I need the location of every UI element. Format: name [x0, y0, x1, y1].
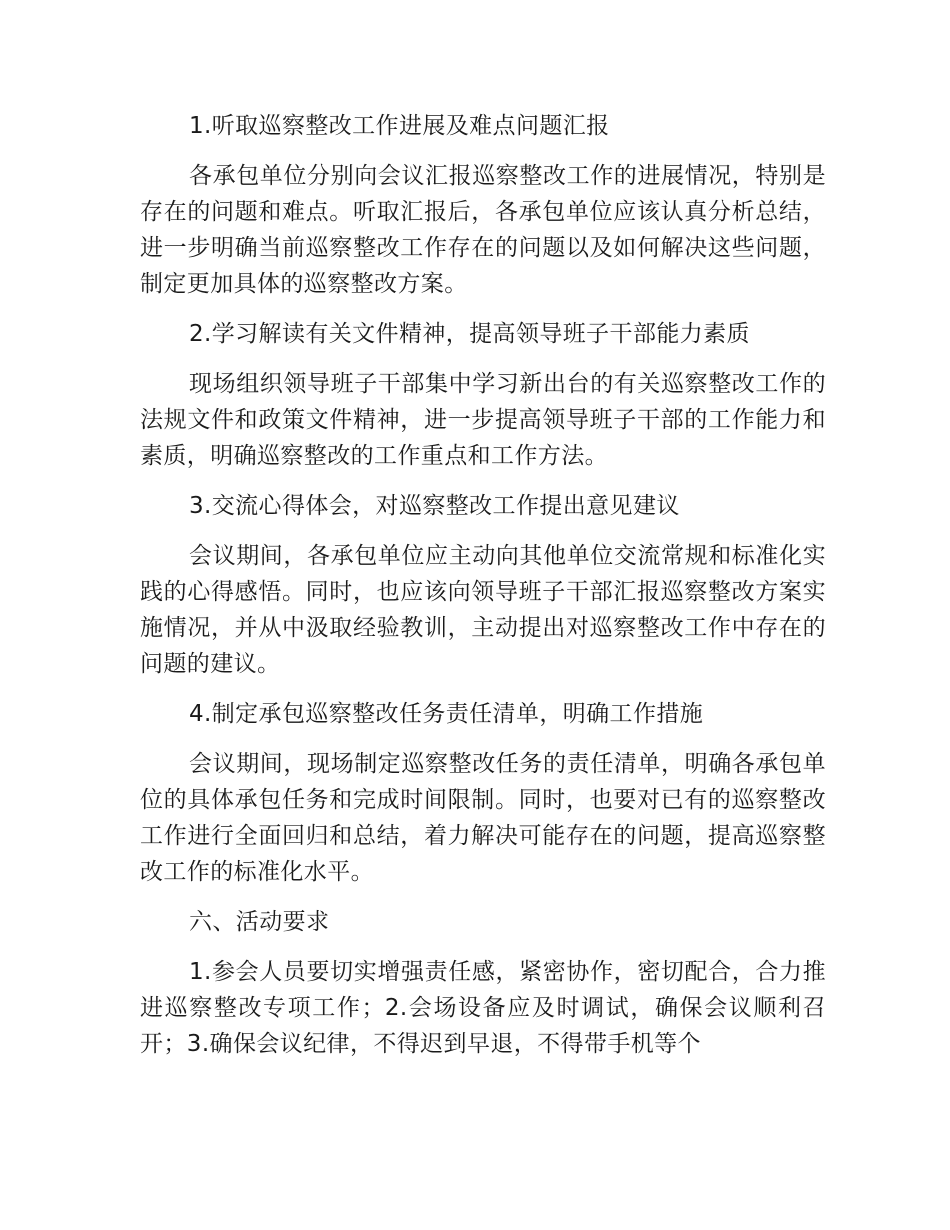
paragraph-2: 现场组织领导班子干部集中学习新出台的有关巡察整改工作的法规文件和政策文件精神，进一步提高领导班子干部的工作能力和素质，明确巡察整改的工作重点和工作方法。 — [140, 371, 826, 469]
section-heading-3: 3.交流心得体会，对巡察整改工作提出意见建议 — [189, 493, 680, 519]
section-heading-4: 4.制定承包巡察整改任务责任清单，明确工作措施 — [189, 701, 704, 727]
section-heading-1: 1.听取巡察整改工作进展及难点问题汇报 — [189, 113, 610, 139]
section-heading-activity-requirements: 六、活动要求 — [189, 909, 330, 935]
section-heading-2: 2.学习解读有关文件精神，提高领导班子干部能力素质 — [189, 321, 750, 347]
paragraph-5: 1.参会人员要切实增强责任感，紧密协作，密切配合，合力推进巡察整改专项工作；2.会场设备应及时调试，确保会议顺利召开；3.确保会议纪律，不得迟到早退，不得带手机等个 — [140, 959, 826, 1057]
document-body — [140, 108, 826, 1076]
paragraph-1: 各承包单位分别向会议汇报巡察整改工作的进展情况，特别是存在的问题和难点。听取汇报后，各承包单位应该认真分析总结，进一步明确当前巡察整改工作存在的问题以及如何解决这些问题，制定更加具体的巡察整改方案。 — [140, 163, 826, 297]
paragraph-4: 会议期间，现场制定巡察整改任务的责任清单，明确各承包单位的具体承包任务和完成时间限制。同时，也要对已有的巡察整改工作进行全面回归和总结，着力解决可能存在的问题，提高巡察整改工作的标准化水平。 — [140, 751, 826, 885]
paragraph-3: 会议期间，各承包单位应主动向其他单位交流常规和标准化实践的心得感悟。同时，也应该向领导班子干部汇报巡察整改方案实施情况，并从中汲取经验教训，主动提出对巡察整改工作中存在的问题的建议。 — [140, 543, 826, 677]
